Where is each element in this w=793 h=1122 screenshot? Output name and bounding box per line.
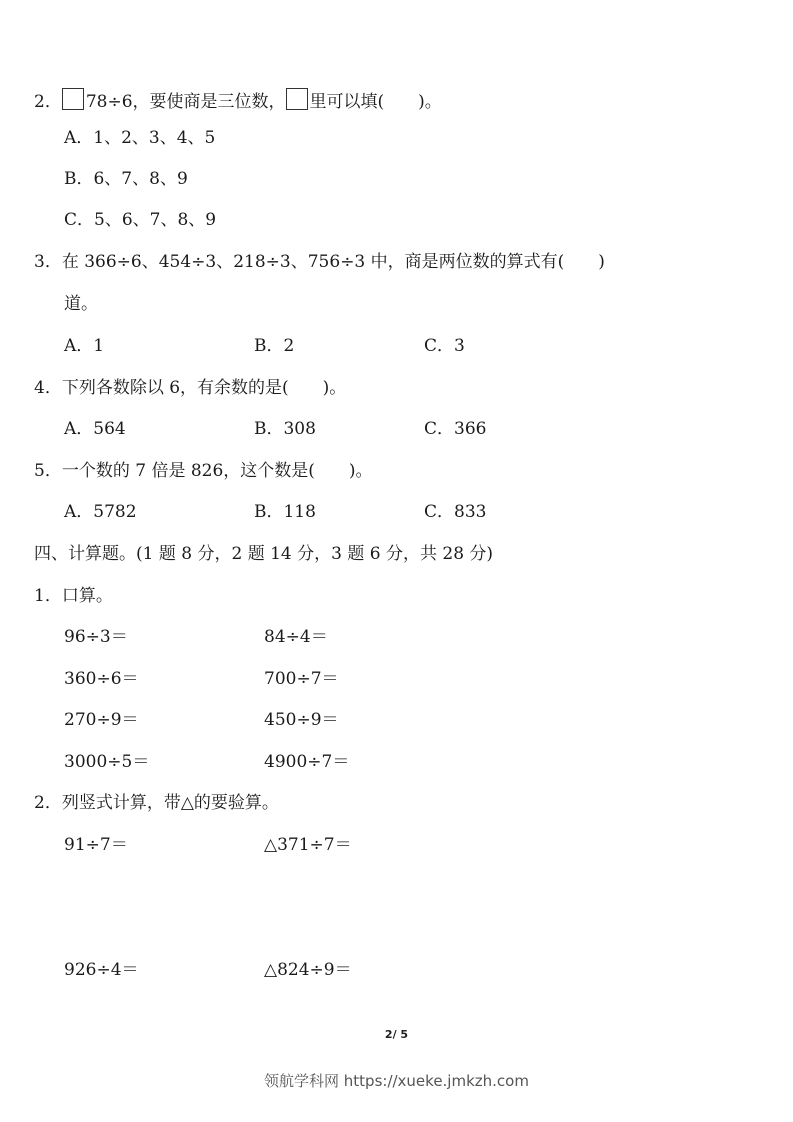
calc-item: 926÷4＝ <box>64 960 139 980</box>
footer-watermark: 领航学科网 https://xueke.jmkzh.com <box>264 1072 529 1090</box>
calc-item: 96÷3＝ <box>64 627 128 647</box>
vertical-calc-title: 2．列竖式计算，带△的要验算。 <box>34 793 279 813</box>
blank-box <box>62 88 84 110</box>
question-4: 4．下列各数除以 6，有余数的是( )。 <box>34 378 347 398</box>
calc-item: 270÷9＝ <box>64 710 139 730</box>
calc-item: 360÷6＝ <box>64 669 139 689</box>
question-number: 2． <box>34 92 62 112</box>
option-c: C．5、6、7、8、9 <box>64 210 217 230</box>
question-text: 里可以填( )。 <box>309 92 442 112</box>
section-heading: 四、计算题。(1 题 8 分，2 题 14 分，3 题 6 分，共 28 分) <box>34 544 494 564</box>
blank-box <box>286 88 308 110</box>
option-b: B．2 <box>254 336 295 356</box>
oral-calc-title: 1．口算。 <box>34 586 113 606</box>
calc-item: △371÷7＝ <box>264 835 352 855</box>
question-3: 3．在 366÷6、454÷3、218÷3、756÷3 中，商是两位数的算式有( ) <box>34 252 605 272</box>
option-b: B．118 <box>254 502 316 522</box>
page-number: 2/ 5 <box>384 1028 409 1041</box>
calc-item: 450÷9＝ <box>264 710 339 730</box>
option-a: A．1 <box>64 336 105 356</box>
option-a: A．564 <box>64 419 126 439</box>
option-b: B．308 <box>254 419 316 439</box>
option-a: A．1、2、3、4、5 <box>64 128 216 148</box>
question-2 <box>34 88 442 113</box>
calc-item: 84÷4＝ <box>264 627 328 647</box>
option-c: C．833 <box>424 502 487 522</box>
option-a: A．5782 <box>64 502 137 522</box>
calc-item: △824÷9＝ <box>264 960 352 980</box>
calc-item: 4900÷7＝ <box>264 752 350 772</box>
option-b: B．6、7、8、9 <box>64 169 188 189</box>
calc-item: 3000÷5＝ <box>64 752 150 772</box>
question-3-continuation: 道。 <box>64 294 98 314</box>
calc-item: 91÷7＝ <box>64 835 128 855</box>
question-5: 5．一个数的 7 倍是 826，这个数是( )。 <box>34 461 373 481</box>
calc-item: 700÷7＝ <box>264 669 339 689</box>
option-c: C．3 <box>424 336 465 356</box>
question-text: 78÷6，要使商是三位数， <box>85 92 286 112</box>
option-c: C．366 <box>424 419 487 439</box>
